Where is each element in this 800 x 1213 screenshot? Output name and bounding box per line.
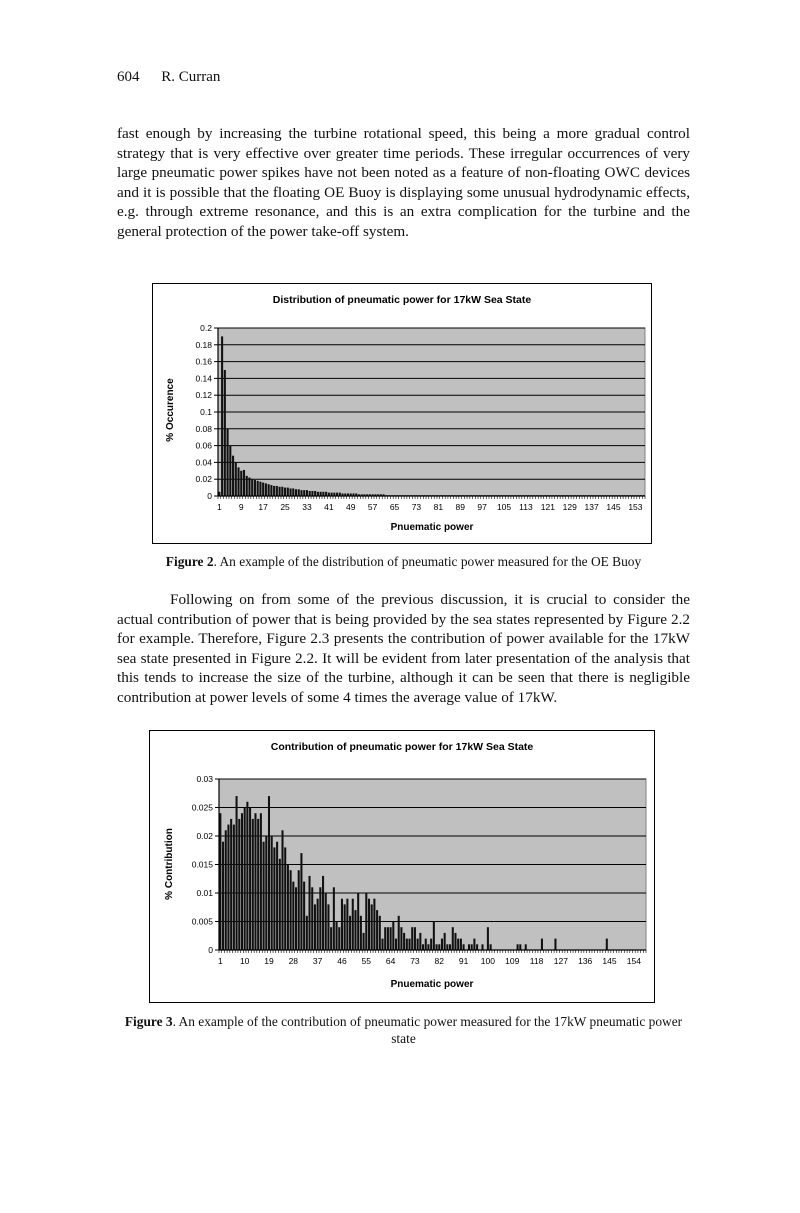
bar [273, 847, 275, 950]
bar [606, 939, 608, 950]
y-tick-label: 0 [208, 945, 213, 955]
x-tick-label: 17 [258, 502, 268, 512]
x-tick-label: 9 [238, 502, 244, 512]
bar [454, 933, 456, 950]
bar [422, 944, 424, 950]
x-tick-label: 145 [602, 956, 617, 966]
y-tick-label: 0.01 [196, 888, 213, 898]
bar [473, 939, 475, 950]
bar [254, 480, 256, 496]
bar [249, 808, 251, 951]
bar [219, 813, 221, 950]
bar [330, 927, 332, 950]
bar [354, 910, 356, 950]
bar [263, 842, 265, 950]
bar [346, 899, 348, 950]
bar [241, 813, 243, 950]
bar [338, 927, 340, 950]
figure-3-chart [149, 730, 655, 1003]
bar [333, 887, 335, 950]
x-tick-label: 82 [434, 956, 444, 966]
bar [287, 865, 289, 951]
bar [368, 899, 370, 950]
y-tick-label: 0.12 [195, 390, 212, 401]
bar [273, 486, 275, 496]
bar [403, 933, 405, 950]
x-tick-label: 1 [217, 956, 223, 966]
x-tick-label: 33 [302, 502, 312, 512]
bar [411, 927, 413, 950]
bar [390, 927, 392, 950]
bar [419, 933, 421, 950]
bar [360, 916, 362, 950]
bar [436, 944, 438, 950]
bar [325, 893, 327, 950]
bar [349, 916, 351, 950]
x-tick-label: 118 [529, 956, 544, 966]
bar [317, 899, 319, 950]
bar [468, 944, 470, 950]
bar [303, 882, 305, 950]
bar [238, 819, 240, 950]
bar [541, 939, 543, 950]
running-header [117, 69, 220, 86]
caption-text: . An example of the contribution of pneumatic power measured for the 17kW pneumatic power state [172, 1014, 683, 1046]
bar [257, 819, 259, 950]
caption-label: Figure 2 [165, 554, 214, 569]
x-tick-label: 37 [312, 956, 323, 966]
bar [371, 904, 373, 950]
bar [352, 899, 354, 950]
y-tick-label: 0.06 [195, 440, 212, 451]
y-tick-label: 0.04 [195, 457, 212, 468]
bar [222, 842, 224, 950]
bar [251, 479, 253, 496]
bar [252, 819, 254, 950]
body-paragraph-1: fast enough by increasing the turbine rotational speed, this being a more gradual control strategy that is very effective over greater time periods. These irregular occurrences of very large pneumatic power spikes have not been noted as a feature of non-floating OWC devices and it is possible that the floating OE Buoy is displaying some unusual hydrodynamic effects, e.g. through extreme resonance, and this is an extra complication for the turbine and the general protection of the power take-off system. [117, 125, 690, 240]
bar [449, 944, 451, 950]
bar [444, 933, 446, 950]
bar [381, 939, 383, 950]
y-tick-label: 0 [207, 491, 212, 501]
bar [311, 887, 313, 950]
x-tick-label: 109 [505, 956, 520, 966]
bar [320, 492, 322, 496]
x-tick-label: 25 [280, 502, 290, 512]
y-tick-label: 0.18 [195, 339, 212, 350]
figure-3-caption [117, 1013, 690, 1047]
bar [230, 819, 232, 950]
bar [309, 491, 311, 496]
bar [246, 802, 248, 950]
bar [290, 870, 292, 950]
bar [517, 944, 519, 950]
bar [373, 899, 375, 950]
bar [244, 808, 246, 951]
y-tick-label: 0.03 [196, 774, 213, 784]
bar [281, 487, 283, 496]
bar [322, 876, 324, 950]
bar [400, 927, 402, 950]
bar [235, 462, 237, 496]
caption-label: Figure 3 [124, 1014, 173, 1029]
x-tick-label: 81 [433, 502, 444, 512]
y-tick-label: 0.2 [200, 323, 212, 333]
x-tick-label: 137 [584, 502, 599, 512]
y-tick-label: 0.025 [191, 802, 213, 813]
x-tick-label: 136 [578, 956, 593, 966]
bar [227, 429, 229, 496]
x-tick-label: 19 [264, 956, 274, 966]
bar [438, 944, 440, 950]
bar [287, 488, 289, 496]
bar [224, 370, 226, 496]
bar [284, 847, 286, 950]
bar [490, 944, 492, 950]
bar [476, 944, 478, 950]
x-tick-label: 28 [288, 956, 299, 966]
bar [236, 796, 238, 950]
x-tick-label: 55 [361, 956, 372, 966]
bar [298, 489, 300, 496]
bar [398, 916, 400, 950]
y-axis-label: % Contribution [164, 828, 175, 900]
bar [268, 484, 270, 496]
bar [365, 893, 367, 950]
bar [257, 481, 259, 496]
bar [452, 927, 454, 950]
x-tick-label: 89 [455, 502, 465, 512]
bar [341, 899, 343, 950]
bar [376, 910, 378, 950]
bar [460, 939, 462, 950]
x-tick-label: 145 [606, 502, 621, 512]
bar [427, 944, 429, 950]
bar [344, 904, 346, 950]
bar [414, 927, 416, 950]
bar [300, 490, 302, 496]
bar [259, 482, 261, 496]
caption-text: . An example of the distribution of pneumatic power measured for the OE Buoy [213, 554, 642, 569]
bar [317, 492, 319, 496]
y-tick-label: 0.14 [195, 373, 212, 384]
x-axis-label: Pnuematic power [390, 979, 474, 990]
x-tick-label: 57 [367, 502, 378, 512]
bar [425, 939, 427, 950]
bar [319, 887, 321, 950]
figure-2-chart [152, 283, 652, 544]
x-tick-label: 153 [628, 502, 643, 512]
bar [279, 859, 281, 950]
bar [276, 486, 278, 496]
bar [519, 944, 521, 950]
running-author: R. Curran [161, 69, 221, 85]
y-tick-label: 0.005 [191, 916, 213, 927]
bar [232, 456, 234, 496]
chart-title: Contribution of pneumatic power for 17kW Sea State [270, 741, 534, 753]
bar [387, 927, 389, 950]
bar [379, 916, 381, 950]
chart-title: Distribution of pneumatic power for 17kW Sea State [272, 294, 532, 306]
x-tick-label: 105 [496, 502, 512, 512]
bar [295, 887, 297, 950]
x-tick-label: 73 [410, 956, 420, 966]
contribution-chart [150, 731, 654, 1002]
bar [227, 825, 229, 950]
bar [254, 813, 256, 950]
bar [314, 491, 316, 496]
bar [218, 492, 220, 496]
bar [265, 836, 267, 950]
bar [471, 944, 473, 950]
x-tick-label: 127 [553, 956, 568, 966]
bar [554, 939, 556, 950]
bar [430, 939, 432, 950]
bar [314, 904, 316, 950]
x-tick-label: 91 [458, 956, 469, 966]
x-tick-label: 154 [626, 956, 641, 966]
bar [322, 492, 324, 496]
bar [463, 944, 465, 950]
bar [327, 904, 329, 950]
bar [306, 916, 308, 950]
x-tick-label: 49 [346, 502, 356, 512]
y-tick-label: 0.015 [191, 859, 213, 870]
bar [336, 922, 338, 951]
bar [525, 944, 527, 950]
bar [303, 490, 305, 496]
x-tick-label: 97 [477, 502, 487, 512]
bar [311, 491, 313, 496]
distribution-chart [153, 284, 651, 543]
bar [409, 939, 411, 950]
bar [325, 492, 327, 496]
bar [457, 939, 459, 950]
bar [292, 488, 294, 496]
x-tick-label: 73 [411, 502, 422, 512]
y-axis-label: % Occurence [165, 378, 176, 442]
bar [309, 876, 311, 950]
bar [487, 927, 489, 950]
bar [229, 446, 231, 496]
page-number: 604 [117, 69, 140, 85]
bar [271, 836, 273, 950]
bar [284, 488, 286, 496]
bar [248, 478, 250, 496]
bar [446, 944, 448, 950]
bar [281, 830, 283, 950]
bar [262, 483, 264, 496]
bar [289, 488, 291, 496]
bar [306, 490, 308, 496]
x-tick-label: 64 [385, 956, 396, 966]
bar [295, 489, 297, 496]
bar [357, 893, 359, 950]
y-tick-label: 0.08 [195, 423, 212, 434]
bar [300, 853, 302, 950]
bar [237, 467, 239, 496]
bar [481, 944, 483, 950]
bar [243, 470, 245, 496]
y-tick-label: 0.1 [200, 407, 212, 417]
bar [233, 825, 235, 950]
bar [395, 939, 397, 950]
bar [292, 882, 294, 950]
bar [441, 939, 443, 950]
body-paragraph-2: Following on from some of the previous discussion, it is crucial to consider the actual contribution of power that is being provided by the sea states represented by Figure 2.2 for example. Therefore, Figure 2.3 presents the contribution of power available for the 17kW sea state presented in Figure 2.2. It will be evident from later presentation of the analysis that this tends to increase the size of the turbine, although it can be seen that there is negligible contribution at power levels of some 4 times the average value of 17kW. [117, 591, 690, 706]
bar [268, 796, 270, 950]
bar [276, 842, 278, 950]
x-tick-label: 41 [324, 502, 334, 512]
y-tick-label: 0.16 [195, 356, 212, 367]
x-tick-label: 46 [337, 956, 347, 966]
figure-2-caption [117, 553, 690, 570]
x-tick-label: 1 [217, 502, 222, 512]
bar [384, 927, 386, 950]
x-tick-label: 113 [519, 502, 533, 512]
bar [240, 471, 242, 496]
y-tick-label: 0.02 [195, 474, 212, 485]
x-tick-label: 129 [562, 502, 577, 512]
bar [265, 483, 267, 496]
y-tick-label: 0.02 [196, 831, 213, 841]
x-tick-label: 100 [480, 956, 495, 966]
bar [433, 922, 435, 951]
x-axis-label: Pnuematic power [390, 522, 474, 533]
bar [246, 476, 248, 496]
bar [417, 939, 419, 950]
bar [225, 830, 227, 950]
x-tick-label: 10 [239, 956, 250, 966]
bar [363, 933, 365, 950]
bar [392, 922, 394, 951]
bar [270, 485, 272, 496]
x-tick-label: 121 [540, 502, 555, 512]
bar [298, 870, 300, 950]
bar [260, 813, 262, 950]
bar [279, 487, 281, 496]
x-tick-label: 65 [389, 502, 400, 512]
bar [406, 939, 408, 950]
bar [221, 336, 223, 496]
